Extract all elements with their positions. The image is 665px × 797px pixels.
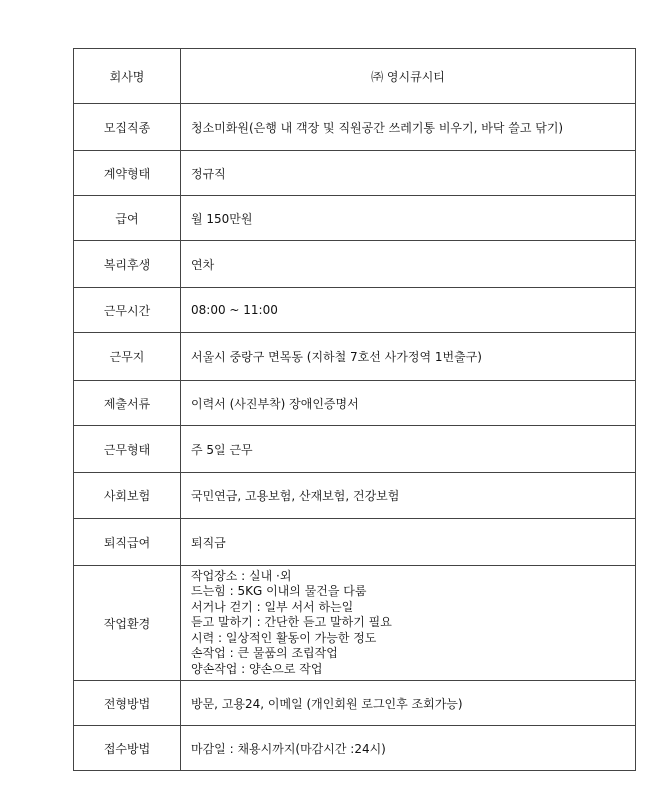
env-line: 듣고 말하기 : 간단한 듣고 말하기 필요: [191, 615, 392, 630]
row-label: 전형방법: [74, 681, 181, 726]
row-label: 계약형태: [74, 151, 181, 196]
env-line: 손작업 : 큰 물품의 조립작업: [191, 646, 338, 661]
row-value: 청소미화원(은행 내 객장 및 직원공간 쓰레기통 비우기, 바닥 쓸고 닦기): [181, 104, 636, 151]
env-line: 드는힘 : 5KG 이내의 물건을 다룸: [191, 584, 367, 599]
row-severance: [74, 519, 636, 566]
row-value: 정규직: [181, 151, 636, 196]
row-value: 퇴직금: [181, 519, 636, 566]
row-value: ㈜ 영시큐시티: [181, 49, 636, 104]
row-work-form: [74, 426, 636, 473]
row-application: [74, 726, 636, 771]
row-label: 모집직종: [74, 104, 181, 151]
row-value: 방문, 고용24, 이메일 (개인회원 로그인후 조회가능): [181, 681, 636, 726]
row-label: 제출서류: [74, 381, 181, 426]
row-label: 작업환경: [74, 566, 181, 681]
row-value: 08:00 ~ 11:00: [181, 288, 636, 333]
env-line: 시력 : 일상적인 활동이 가능한 정도: [191, 630, 377, 645]
row-label: 근무지: [74, 333, 181, 381]
row-label: 회사명: [74, 49, 181, 104]
row-label: 사회보험: [74, 473, 181, 519]
row-value: 월 150만원: [181, 196, 636, 241]
row-value: 주 5일 근무: [181, 426, 636, 473]
row-value: 국민연금, 고용보험, 산재보험, 건강보험: [181, 473, 636, 519]
row-insurance: [74, 473, 636, 519]
row-label: 근무형태: [74, 426, 181, 473]
row-value: 연차: [181, 241, 636, 288]
row-work-environment: [74, 566, 636, 681]
row-label: 복리후생: [74, 241, 181, 288]
env-line: 양손작업 : 양손으로 작업: [191, 661, 323, 676]
row-value: [181, 566, 636, 681]
row-hours: [74, 288, 636, 333]
env-line: 서거나 걷기 : 일부 서서 하는일: [191, 599, 354, 614]
row-label: 근무시간: [74, 288, 181, 333]
row-salary: [74, 196, 636, 241]
row-location: [74, 333, 636, 381]
row-label: 퇴직급여: [74, 519, 181, 566]
row-contract: [74, 151, 636, 196]
row-documents: [74, 381, 636, 426]
row-job-type: [74, 104, 636, 151]
row-value: 서울시 중랑구 면목동 (지하철 7호선 사가정역 1번출구): [181, 333, 636, 381]
row-benefits: [74, 241, 636, 288]
job-posting-table: [73, 48, 636, 771]
row-company: [74, 49, 636, 104]
row-label: 급여: [74, 196, 181, 241]
env-line: 작업장소 : 실내 ·외: [191, 568, 292, 583]
row-label: 접수방법: [74, 726, 181, 771]
row-value: 마감일 : 채용시까지(마감시간 :24시): [181, 726, 636, 771]
row-selection: [74, 681, 636, 726]
row-value: 이력서 (사진부착) 장애인증명서: [181, 381, 636, 426]
